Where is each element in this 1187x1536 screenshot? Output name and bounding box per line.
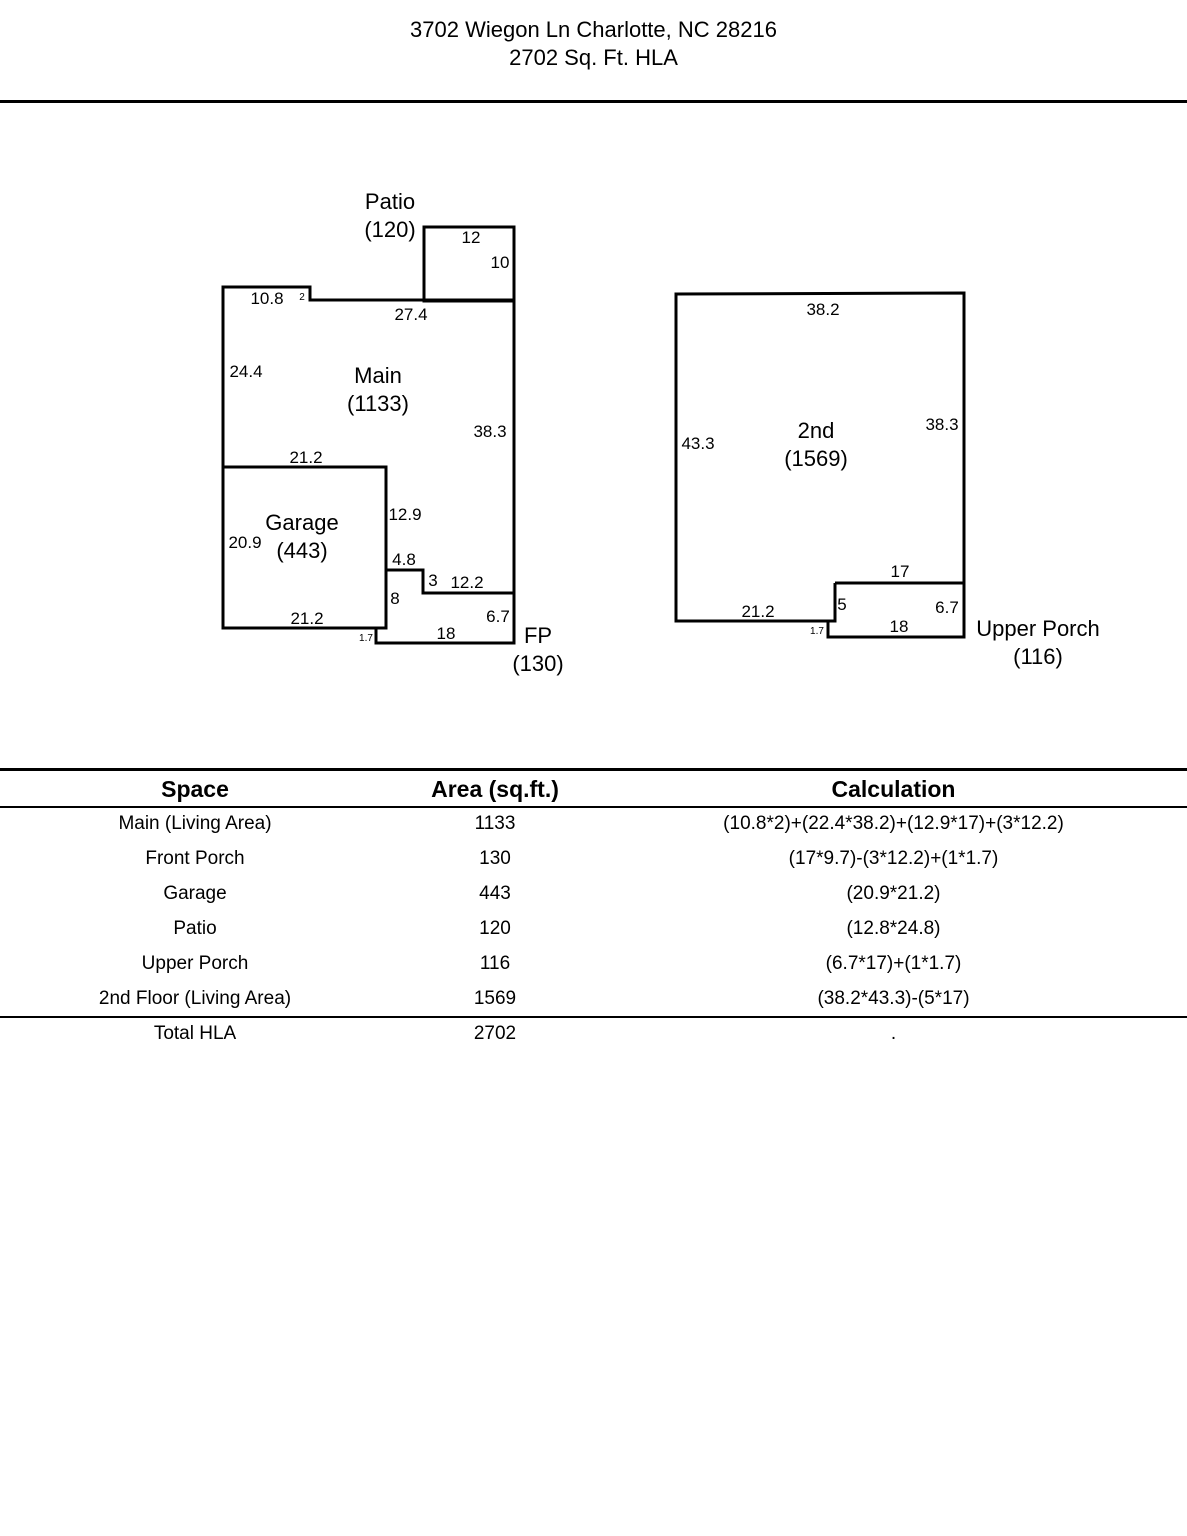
dim-step-right: 12.2 bbox=[450, 573, 484, 592]
dim-porch-right: 6.7 bbox=[935, 598, 959, 617]
row-area: 116 bbox=[479, 952, 511, 974]
table-row bbox=[0, 981, 1187, 1016]
floor-plan bbox=[0, 0, 1187, 720]
dim-fp-bottom: 18 bbox=[436, 624, 456, 643]
table-header-divider bbox=[0, 806, 1187, 808]
dim-porch-bottom: 18 bbox=[889, 617, 909, 636]
row-space: Front Porch bbox=[145, 847, 245, 869]
dim-fp-right: 6.7 bbox=[486, 607, 510, 626]
second-area: (1569) bbox=[784, 446, 848, 471]
row-space: Upper Porch bbox=[141, 952, 249, 974]
row-area: 120 bbox=[479, 917, 511, 939]
dim-step-horizontal: 4.8 bbox=[392, 550, 416, 569]
row-space: Main (Living Area) bbox=[118, 812, 272, 834]
dim-second-top: 38.2 bbox=[806, 300, 840, 319]
dim-main-left: 24.4 bbox=[229, 362, 263, 381]
row-calculation: (20.9*21.2) bbox=[846, 882, 941, 904]
dim-step-vertical: 12.9 bbox=[388, 505, 422, 524]
hla-summary: 2702 Sq. Ft. HLA bbox=[509, 45, 678, 70]
total-calculation: . bbox=[890, 1022, 897, 1044]
dim-second-right: 38.3 bbox=[925, 415, 959, 434]
row-calculation: (12.8*24.8) bbox=[846, 917, 941, 939]
main-area: (1133) bbox=[347, 391, 409, 416]
dim-step-small: 3 bbox=[428, 571, 438, 590]
dim-garage-left: 20.9 bbox=[228, 533, 262, 552]
header-space: Space bbox=[161, 775, 229, 802]
second-name: 2nd bbox=[797, 418, 835, 443]
garage-name: Garage bbox=[265, 510, 339, 535]
total-space: Total HLA bbox=[153, 1022, 237, 1044]
table-row bbox=[0, 911, 1187, 946]
dim-fp-small: 1.7 bbox=[359, 633, 373, 644]
table-top-divider bbox=[0, 768, 1187, 771]
area-table bbox=[0, 772, 1187, 1051]
fp-area: (130) bbox=[512, 651, 564, 676]
upper-porch-name: Upper Porch bbox=[976, 616, 1100, 641]
dim-patio-side: 10 bbox=[490, 253, 510, 272]
main-name: Main bbox=[354, 363, 402, 388]
patio-name: Patio bbox=[364, 189, 416, 214]
dim-second-left: 43.3 bbox=[681, 434, 715, 453]
row-calculation: (6.7*17)+(1*1.7) bbox=[825, 952, 962, 974]
table-row bbox=[0, 841, 1187, 876]
dim-fp-left: 8 bbox=[390, 589, 400, 608]
dim-porch-small: 1.7 bbox=[810, 626, 824, 637]
row-space: Garage bbox=[163, 882, 227, 904]
dim-patio-top: 12 bbox=[461, 228, 481, 247]
table-row bbox=[0, 876, 1187, 911]
row-calculation: (10.8*2)+(22.4*38.2)+(12.9*17)+(3*12.2) bbox=[723, 812, 1064, 834]
property-address: 3702 Wiegon Ln Charlotte, NC 28216 bbox=[410, 17, 777, 42]
dim-second-bottom: 21.2 bbox=[741, 602, 775, 621]
dim-garage-bottom: 21.2 bbox=[290, 609, 324, 628]
dim-garage-top: 21.2 bbox=[289, 448, 323, 467]
dim-porch-left: 5 bbox=[837, 595, 847, 614]
upper-porch-area: (116) bbox=[1013, 644, 1063, 669]
dim-main-notch: 2 bbox=[299, 292, 305, 303]
total-area: 2702 bbox=[473, 1022, 517, 1044]
table-header-row bbox=[0, 772, 1187, 806]
table-total-row bbox=[0, 1016, 1187, 1051]
fp-name: FP bbox=[523, 623, 553, 648]
patio-area: (120) bbox=[364, 217, 416, 242]
header-calculation: Calculation bbox=[831, 775, 956, 802]
dim-main-top: 27.4 bbox=[394, 305, 428, 324]
garage-area: (443) bbox=[276, 538, 328, 563]
dim-porch-top: 17 bbox=[890, 562, 910, 581]
row-space: Patio bbox=[173, 917, 217, 939]
main-outline bbox=[223, 287, 514, 593]
row-area: 130 bbox=[479, 847, 511, 869]
row-area: 1569 bbox=[473, 987, 517, 1009]
header-area: Area (sq.ft.) bbox=[431, 775, 559, 802]
row-area: 1133 bbox=[474, 812, 516, 834]
row-calculation: (17*9.7)-(3*12.2)+(1*1.7) bbox=[788, 847, 999, 869]
table-total-divider bbox=[0, 1016, 1187, 1018]
row-space: 2nd Floor (Living Area) bbox=[98, 987, 292, 1009]
dim-main-right: 38.3 bbox=[473, 422, 507, 441]
row-calculation: (38.2*43.3)-(5*17) bbox=[817, 987, 970, 1009]
table-row bbox=[0, 946, 1187, 981]
table-row bbox=[0, 806, 1187, 841]
dim-main-top-left: 10.8 bbox=[250, 289, 284, 308]
row-area: 443 bbox=[479, 882, 511, 904]
